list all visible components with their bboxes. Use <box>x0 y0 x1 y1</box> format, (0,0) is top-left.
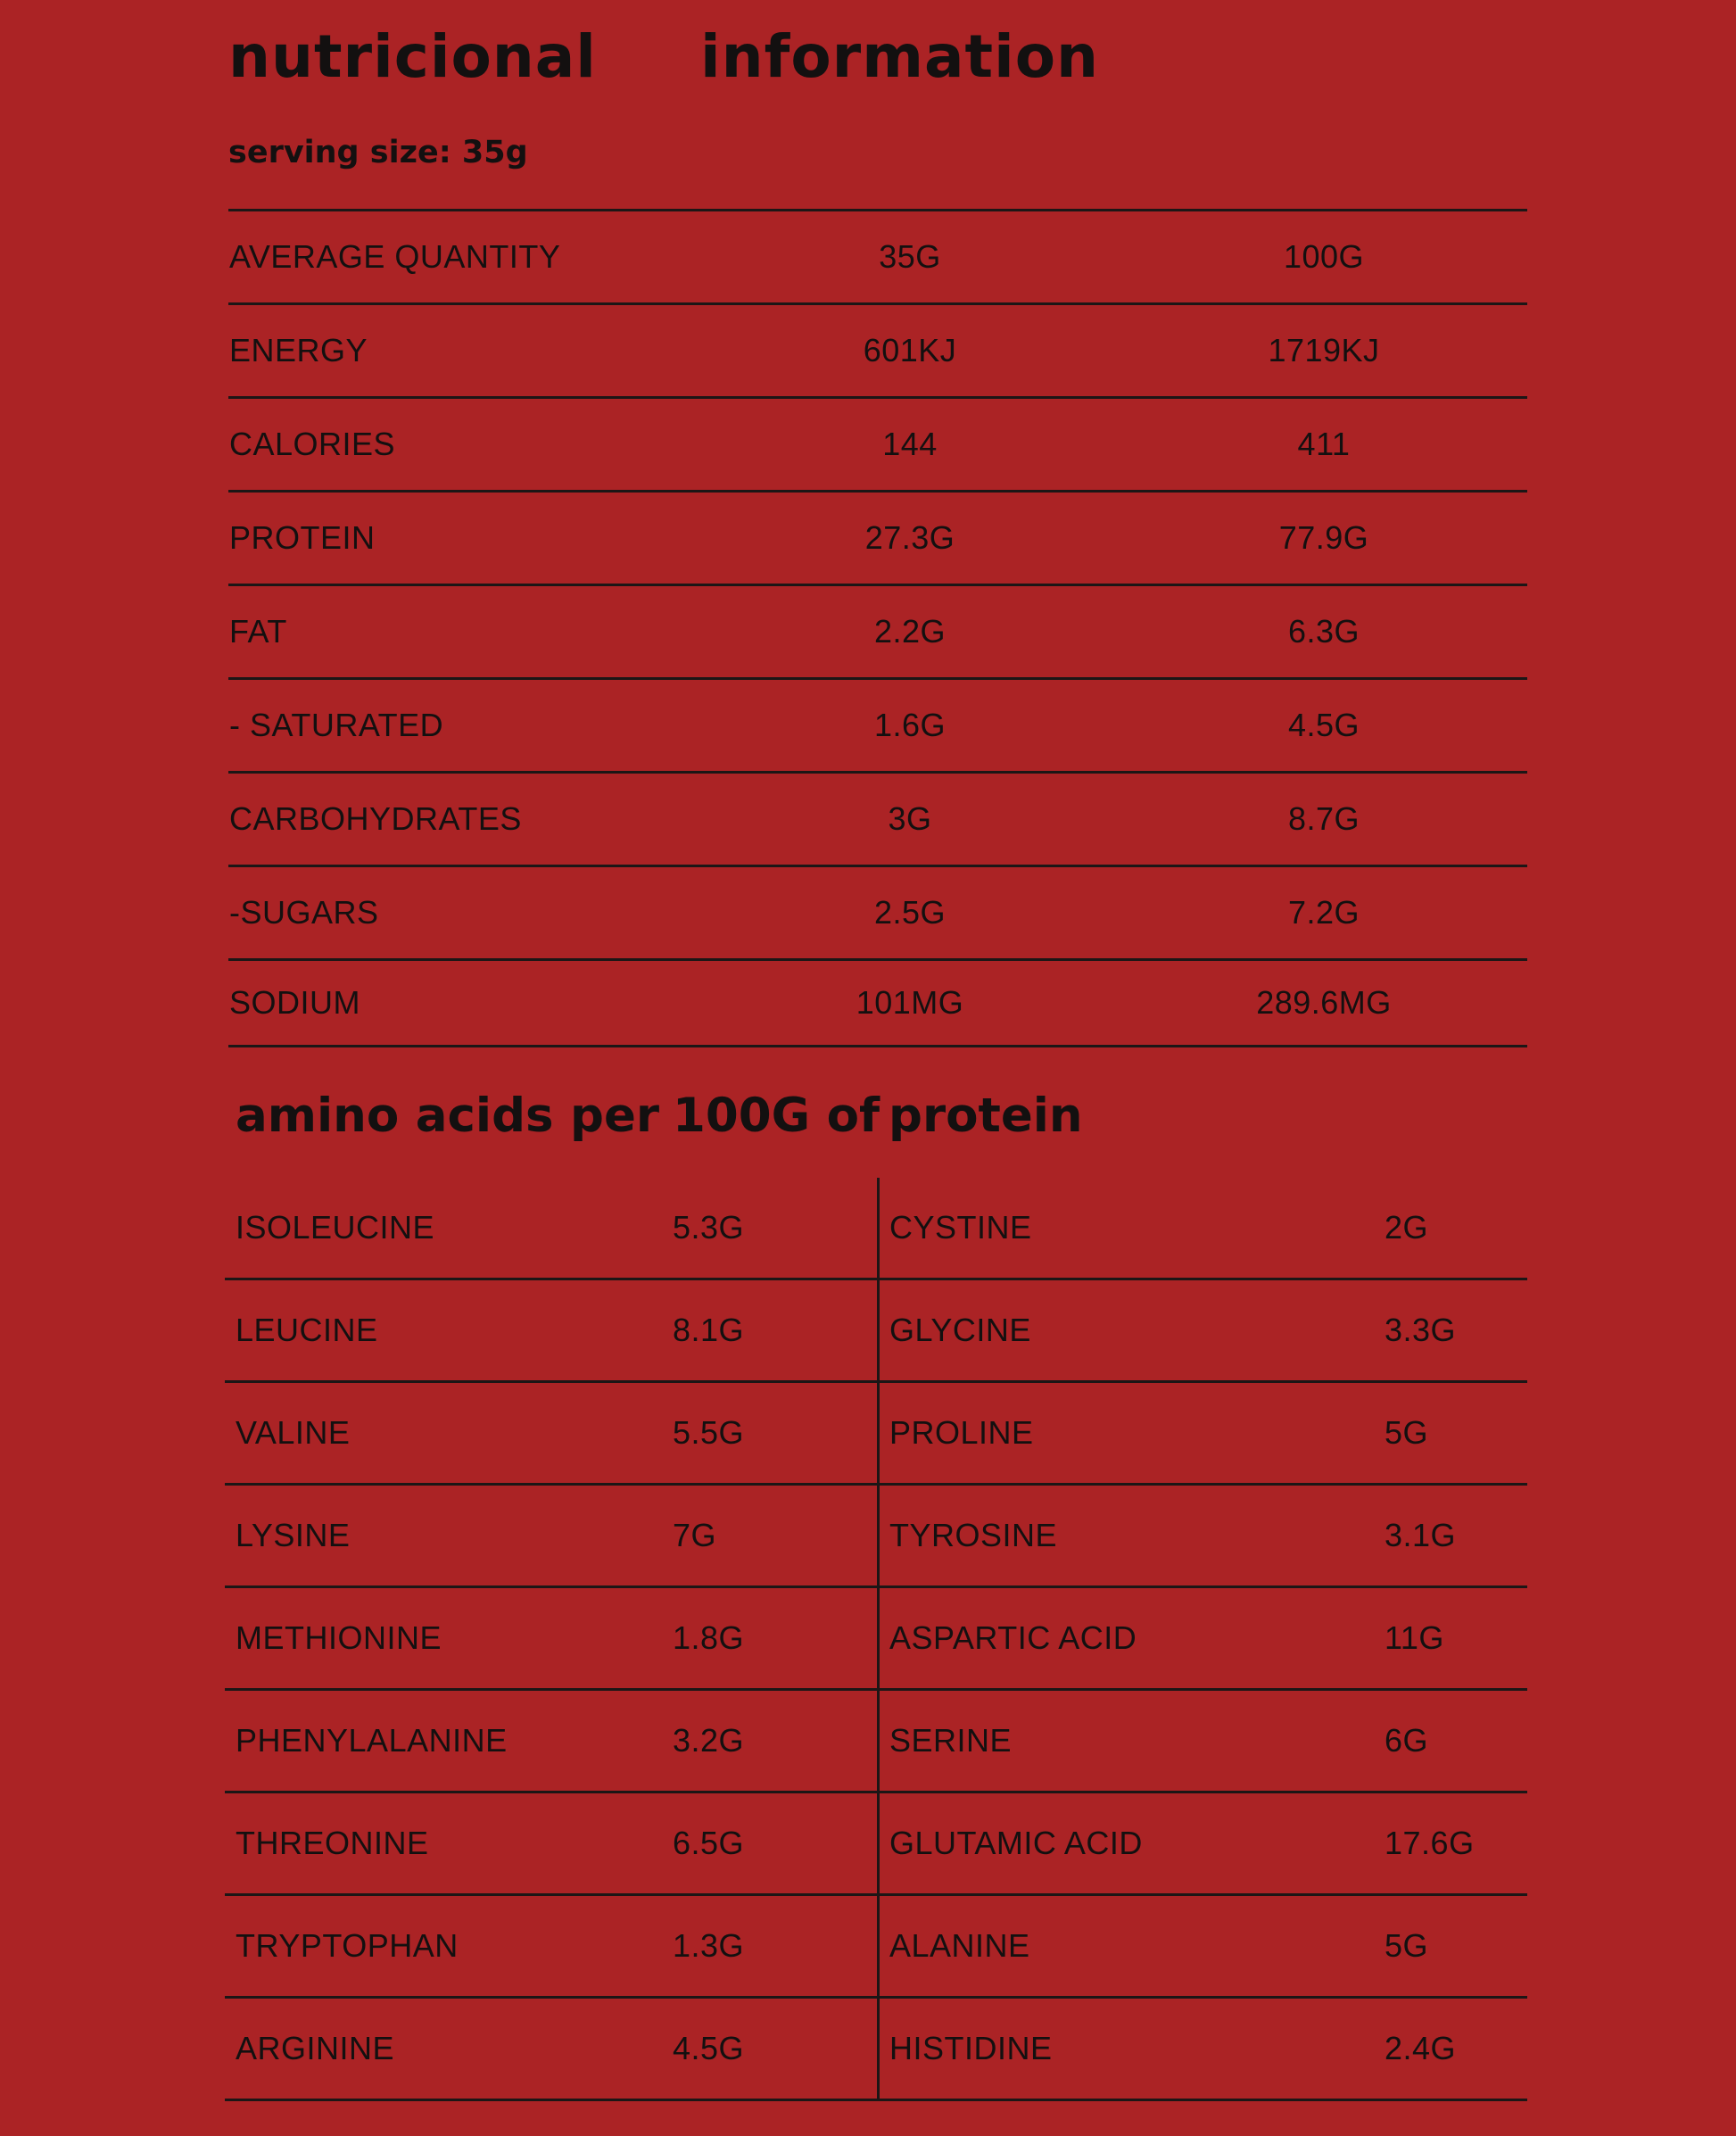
nutrient-per-100g: 4.5G <box>1287 707 1360 743</box>
amino-right-value: 5G <box>1385 1927 1429 1964</box>
nutrient-per-serving: 101MG <box>856 984 964 1021</box>
nutrient-per-100g: 77.9G <box>1278 519 1369 556</box>
amino-right-name: CYSTINE <box>889 1209 1032 1246</box>
amino-right-name: PROLINE <box>889 1414 1034 1451</box>
nutrient-name: FAT <box>229 613 287 650</box>
amino-right-value: 17.6G <box>1385 1825 1475 1861</box>
amino-left-value: 5.3G <box>673 1209 745 1246</box>
nutrient-name: CARBOHYDRATES <box>229 800 522 837</box>
nutrient-per-serving: 1.6G <box>873 707 947 743</box>
amino-right-value: 6G <box>1385 1722 1429 1759</box>
table-row <box>228 586 1527 680</box>
nutrition-table-header <box>228 211 1527 305</box>
amino-left-name: VALINE <box>236 1414 351 1451</box>
amino-heading-part-3: protein <box>889 1089 1083 1143</box>
nutrient-per-serving: 2.5G <box>873 894 947 931</box>
table-row <box>228 961 1527 1047</box>
nutrient-name: -SUGARS <box>229 894 379 931</box>
nutrient-name: - SATURATED <box>229 707 444 743</box>
table-row <box>225 1896 1527 1999</box>
amino-right-value: 3.3G <box>1385 1312 1457 1348</box>
nutrient-name: CALORIES <box>229 426 396 462</box>
amino-left-name: ISOLEUCINE <box>236 1209 435 1246</box>
nutrient-per-100g: 7.2G <box>1287 894 1360 931</box>
nutrient-per-100g: 289.6MG <box>1256 984 1392 1021</box>
table-row <box>225 1178 1527 1280</box>
amino-left-value: 1.8G <box>673 1619 745 1656</box>
amino-acids-table <box>225 1178 1527 2101</box>
amino-left-name: LYSINE <box>236 1517 351 1553</box>
amino-left-value: 7G <box>673 1517 717 1553</box>
amino-left-name: ARGININE <box>236 2030 395 2066</box>
amino-left-value: 8.1G <box>673 1312 745 1348</box>
table-row <box>228 867 1527 961</box>
amino-right-name: TYROSINE <box>889 1517 1058 1553</box>
page-title-word-information: information <box>700 22 1100 91</box>
nutrient-name: PROTEIN <box>229 519 376 556</box>
amino-heading-part-1: amino acids per <box>236 1089 660 1143</box>
amino-right-value: 11G <box>1385 1619 1444 1656</box>
amino-right-name: ASPARTIC ACID <box>889 1619 1137 1656</box>
nutrition-table <box>228 209 1527 1047</box>
table-row <box>225 1280 1527 1383</box>
nutrient-per-100g: 1719KJ <box>1268 332 1380 368</box>
nutrient-per-serving: 3G <box>888 800 932 837</box>
table-row <box>225 1588 1527 1691</box>
nutrient-per-100g: 8.7G <box>1287 800 1360 837</box>
nutrient-per-serving: 2.2G <box>873 613 947 650</box>
nutrient-name: ENERGY <box>229 332 368 368</box>
nutrient-per-serving: 144 <box>882 426 938 462</box>
amino-left-name: METHIONINE <box>236 1619 442 1656</box>
nutrient-per-100g: 411 <box>1297 426 1351 462</box>
table-row <box>225 1691 1527 1793</box>
column-header-average-quantity: AVERAGE QUANTITY <box>229 238 561 275</box>
table-row <box>225 1383 1527 1486</box>
table-row <box>228 680 1527 774</box>
column-header-per-serving: 35G <box>879 238 941 275</box>
table-row <box>228 399 1527 493</box>
table-row <box>228 774 1527 867</box>
amino-right-value: 5G <box>1385 1414 1429 1451</box>
amino-right-name: SERINE <box>889 1722 1013 1759</box>
table-row <box>225 1486 1527 1588</box>
amino-left-value: 5.5G <box>673 1414 745 1451</box>
amino-heading-part-2: 100G of <box>673 1089 880 1143</box>
amino-left-value: 3.2G <box>673 1722 745 1759</box>
column-header-per-100g: 100G <box>1283 238 1365 275</box>
amino-right-name: HISTIDINE <box>889 2030 1053 2066</box>
table-row <box>225 1793 1527 1896</box>
nutrient-name: SODIUM <box>229 984 360 1021</box>
nutrient-per-100g: 6.3G <box>1287 613 1360 650</box>
serving-size-label: serving size: 35g <box>228 135 528 170</box>
table-row <box>228 305 1527 399</box>
amino-left-name: THREONINE <box>236 1825 429 1861</box>
amino-right-value: 3.1G <box>1385 1517 1457 1553</box>
amino-left-name: PHENYLALANINE <box>236 1722 508 1759</box>
table-row <box>225 1999 1527 2101</box>
amino-right-name: ALANINE <box>889 1927 1030 1964</box>
nutrient-per-serving: 601KJ <box>863 332 957 368</box>
amino-right-name: GLUTAMIC ACID <box>889 1825 1143 1861</box>
amino-right-value: 2.4G <box>1385 2030 1457 2066</box>
table-row <box>228 493 1527 586</box>
amino-left-name: LEUCINE <box>236 1312 378 1348</box>
amino-left-value: 6.5G <box>673 1825 745 1861</box>
page-title-word-nutricional: nutricional <box>228 22 597 91</box>
amino-right-name: GLYCINE <box>889 1312 1031 1348</box>
amino-right-value: 2G <box>1385 1209 1429 1246</box>
amino-left-value: 4.5G <box>673 2030 745 2066</box>
nutrient-per-serving: 27.3G <box>864 519 955 556</box>
amino-left-value: 1.3G <box>673 1927 745 1964</box>
amino-left-name: TRYPTOPHAN <box>236 1927 459 1964</box>
